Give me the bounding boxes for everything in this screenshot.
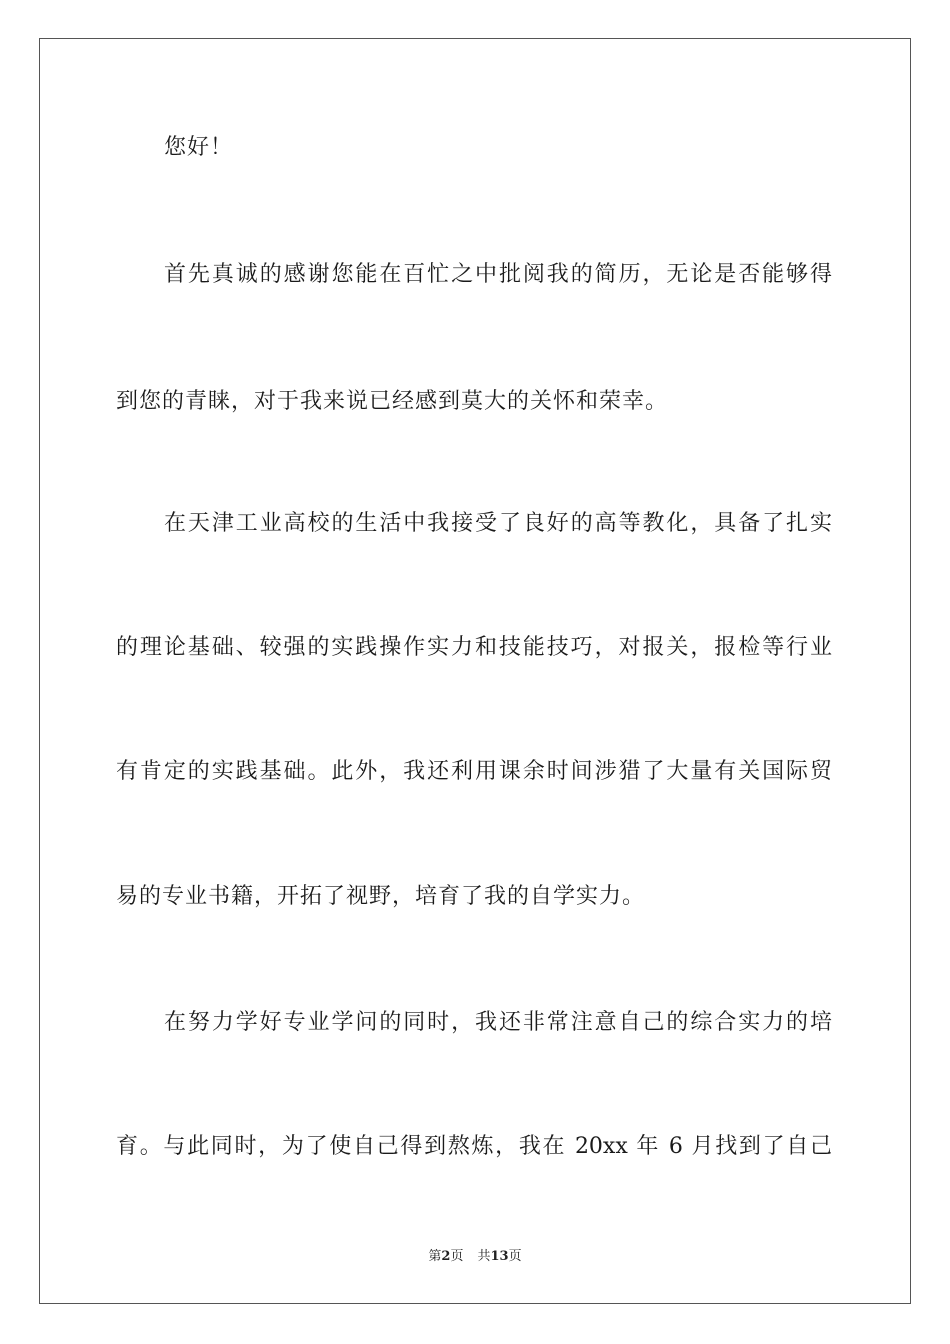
total-suffix: 页	[508, 1249, 522, 1264]
total-prefix: 共	[477, 1249, 491, 1264]
paragraph-line-5: 有肯定的实践基础。此外，我还利用课余时间涉猎了大量有关国际贸	[116, 759, 832, 784]
paragraph-line-4: 的理论基础、较强的实践操作实力和技能技巧，对报关，报检等行业	[116, 635, 832, 660]
paragraph-line-6: 易的专业书籍，开拓了视野，培育了我的自学实力。	[116, 884, 646, 909]
page-suffix: 页	[450, 1249, 464, 1264]
paragraph-line-2: 到您的青睐，对于我来说已经感到莫大的关怀和荣幸。	[116, 389, 669, 414]
page-frame	[39, 38, 911, 1304]
total-pages: 13	[490, 1249, 509, 1264]
page-footer	[0, 1248, 950, 1266]
paragraph-line-8: 育。与此同时，为了使自己得到熬炼，我在 20xx 年 6 月找到了自己	[116, 1134, 832, 1159]
paragraph-line-1: 首先真诚的感谢您能在百忙之中批阅我的简历，无论是否能够得	[164, 262, 832, 287]
page-number: 2	[441, 1249, 451, 1264]
paragraph-line-3: 在天津工业高校的生活中我接受了良好的高等教化，具备了扎实	[164, 511, 832, 536]
paragraph-line-7: 在努力学好专业学问的同时，我还非常注意自己的综合实力的培	[164, 1010, 832, 1035]
greeting-line: 您好！	[164, 135, 234, 160]
page-prefix: 第	[428, 1249, 442, 1264]
